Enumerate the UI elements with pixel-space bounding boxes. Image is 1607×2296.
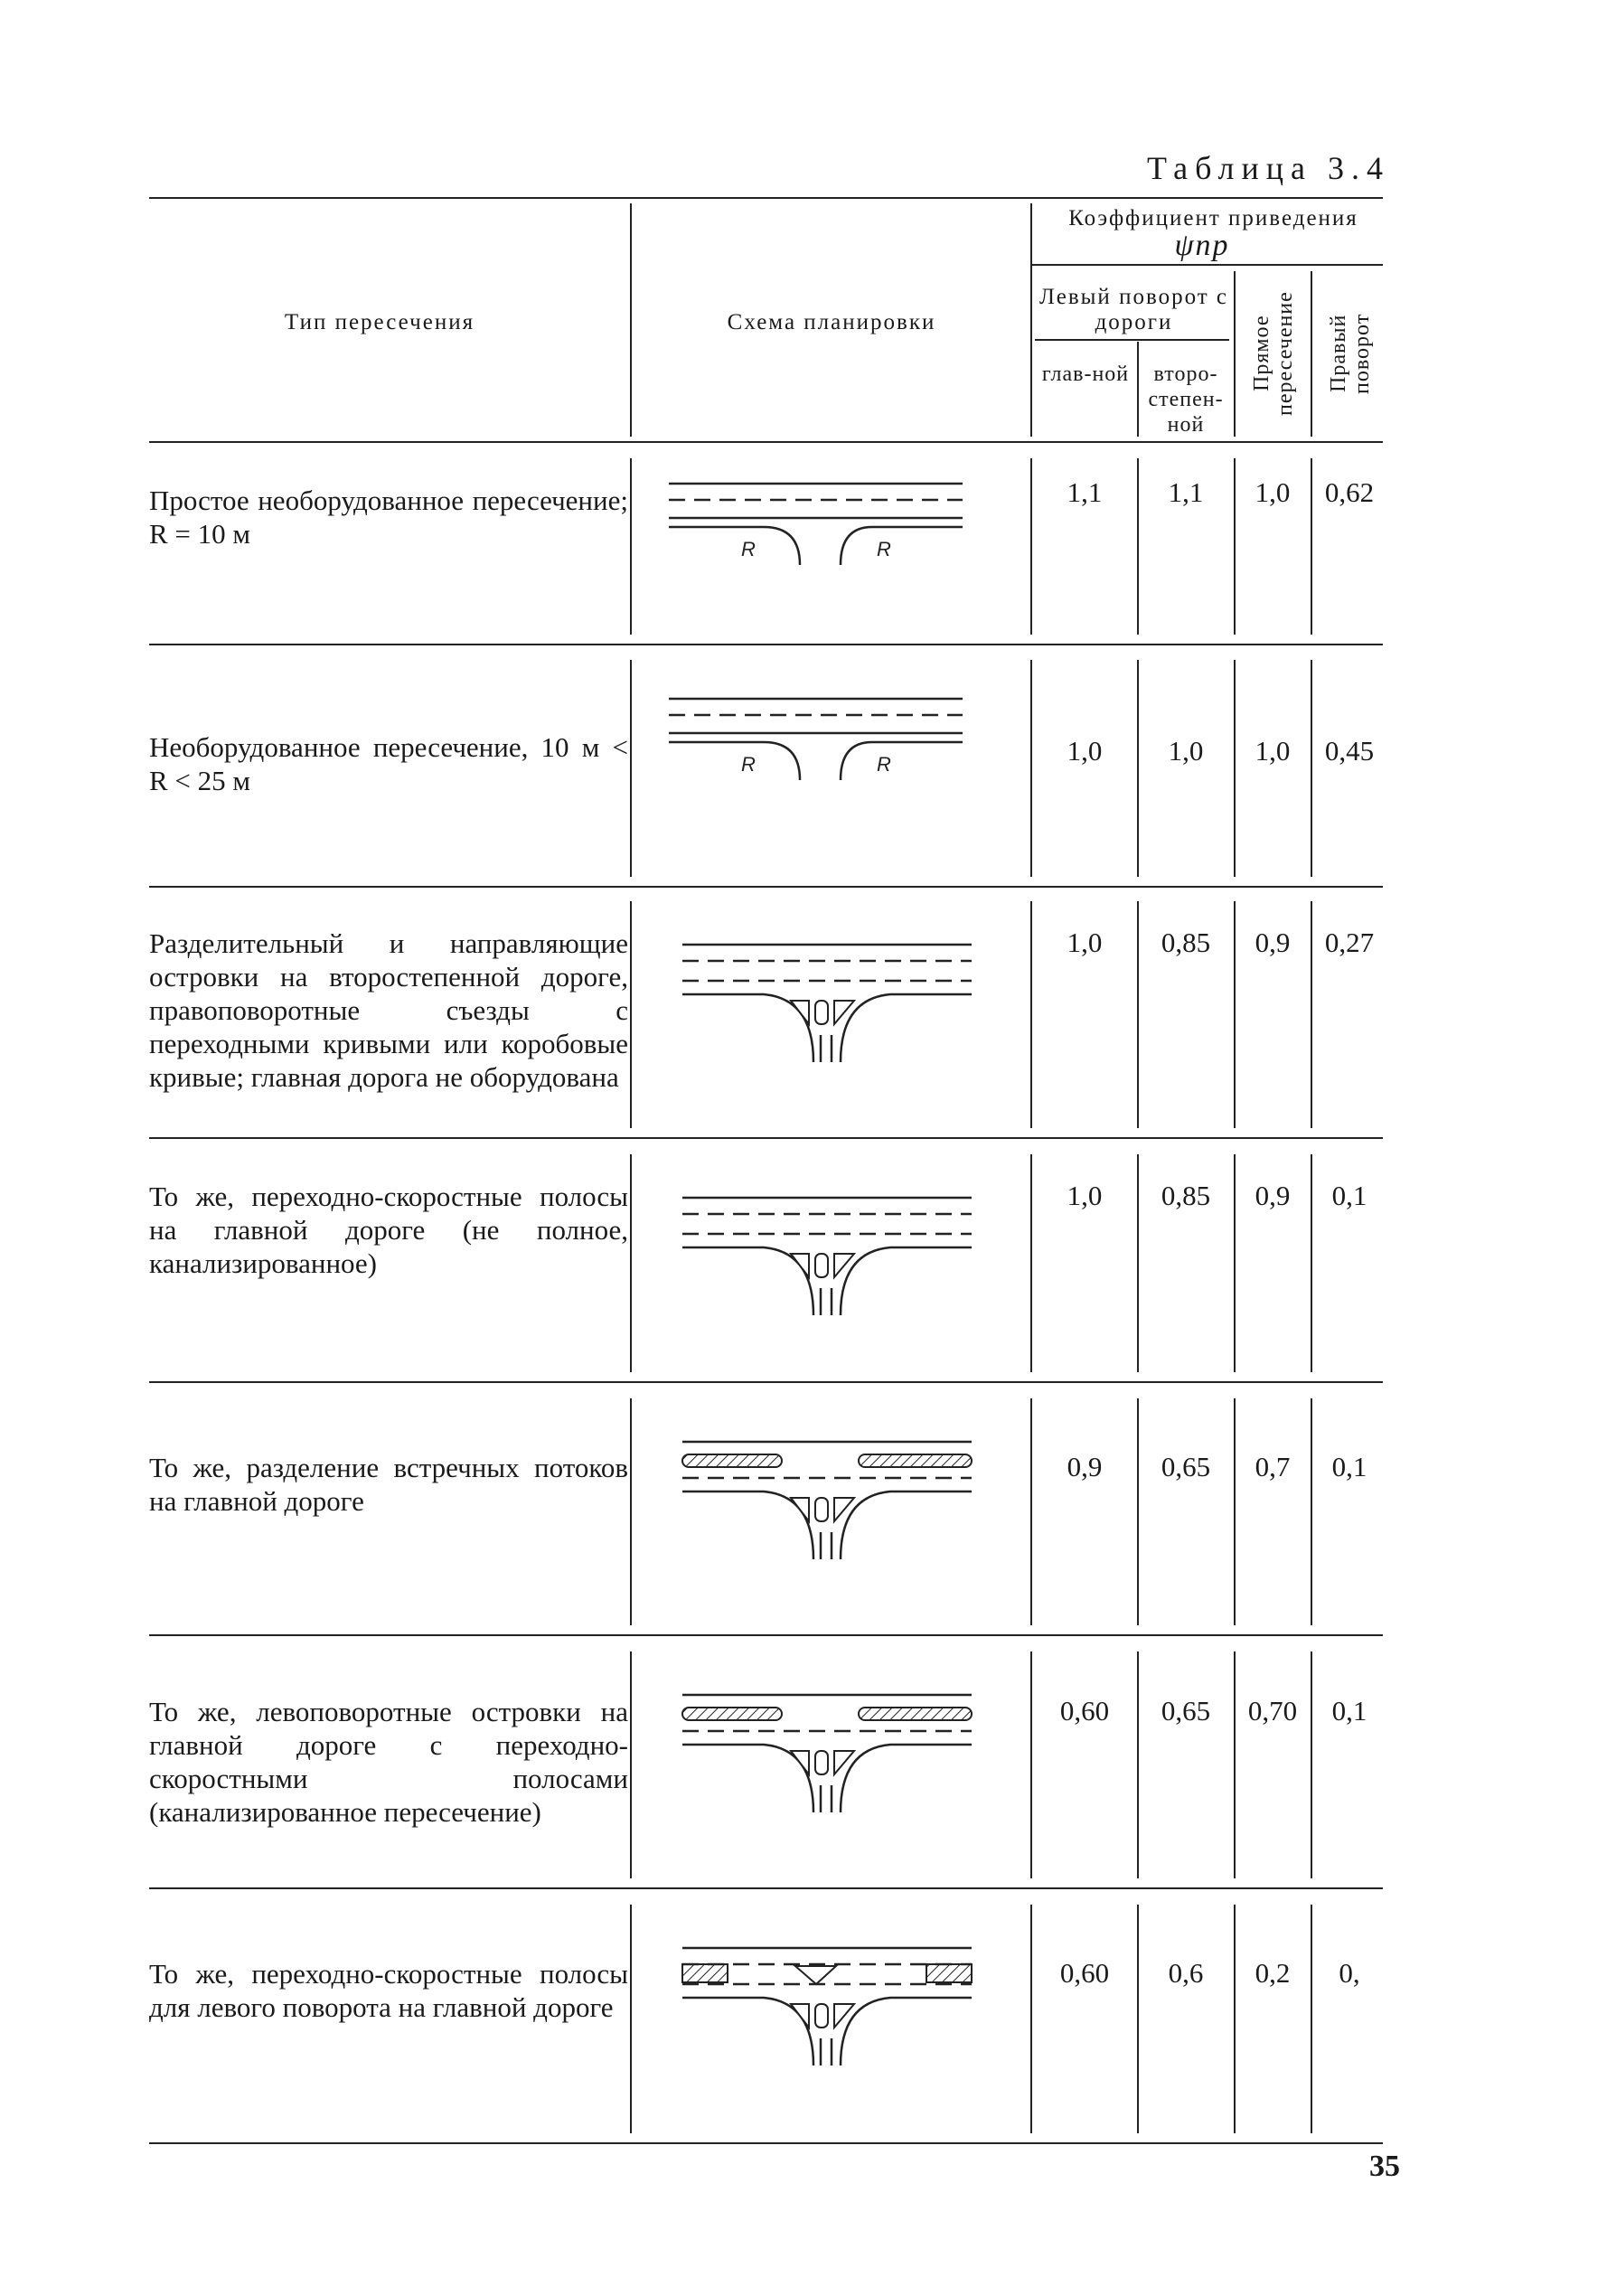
coef-value-right: 0, [1339, 1957, 1360, 1989]
right-turn-ramp-right [841, 994, 972, 1062]
row-column-divider [630, 1905, 632, 2133]
coef-underline [1030, 264, 1383, 266]
guide-island-left [791, 2004, 809, 2028]
splitter-island [815, 1498, 828, 1521]
coef-value-left-secondary: 0,6 [1168, 1957, 1204, 1989]
table-caption: Таблица 3.4 [1147, 150, 1390, 186]
header-secondary: второ-степен-ной [1148, 362, 1224, 437]
row-type-text: Необорудованное пересечение, 10 м < R < 25 м [149, 731, 628, 796]
coef-value-left-secondary: 0,85 [1161, 927, 1211, 958]
row-column-divider [1234, 458, 1236, 635]
guide-island-right [834, 1498, 854, 1521]
row-column-divider [1311, 1154, 1312, 1372]
header-coef-symbol: ψпр [1174, 229, 1230, 262]
header-divider-1 [630, 203, 632, 437]
coef-value-left-main: 1,0 [1067, 927, 1103, 958]
row-separator [149, 2142, 1383, 2144]
guide-island-left [791, 1498, 809, 1521]
coef-value-straight: 0,9 [1255, 1180, 1291, 1211]
corner-curve-right [841, 527, 963, 565]
row-type-text: Простое необорудованное пересечение; R = 10 м [149, 485, 628, 550]
corner-curve-left [669, 742, 800, 780]
coef-value-left-main: 0,60 [1059, 1957, 1110, 1989]
coef-value-left-secondary: 0,65 [1161, 1695, 1211, 1727]
row-column-divider [630, 901, 632, 1128]
coef-value-right: 0,45 [1324, 735, 1375, 767]
header-divider-2 [1030, 203, 1032, 437]
guide-island-right [834, 1751, 854, 1774]
coef-value-straight: 1,0 [1255, 476, 1291, 508]
row-column-divider [1234, 660, 1236, 877]
row-column-divider [1311, 1905, 1312, 2133]
row-type-text: То же, переходно-скоростные полосы для левого поворота на главной дороге [149, 1958, 628, 2023]
splitter-island [815, 1001, 828, 1024]
guide-island-left [791, 1254, 809, 1277]
row-type-text: Разделительный и направляющие островки на второстепенной дороге, правоповоротные съезды с переходными кривыми или коробовые кривые; главная дорога не оборудована [149, 927, 628, 1093]
speed-lane-taper [926, 1964, 972, 1982]
intersection-scheme [664, 1162, 1008, 1342]
right-turn-ramp-right [841, 1491, 972, 1559]
header-divider-3 [1137, 342, 1139, 437]
table-top-rule [149, 197, 1383, 199]
coef-value-right: 0,1 [1331, 1695, 1367, 1727]
row-type-text: То же, разделение встречных потоков на главной дороге [149, 1452, 628, 1517]
left-turn-underline [1035, 339, 1229, 341]
radius-label: R [877, 753, 891, 776]
row-column-divider [1311, 1398, 1312, 1625]
row-column-divider [1137, 1651, 1139, 1878]
row-column-divider [1030, 1905, 1032, 2133]
intersection-scheme [664, 438, 1008, 619]
coef-value-left-main: 1,0 [1067, 1180, 1103, 1211]
intersection-scheme [664, 1406, 1008, 1586]
median-island-right [859, 1708, 972, 1720]
guide-island-right [834, 1254, 854, 1277]
row-separator [149, 1137, 1383, 1139]
splitter-island [815, 2004, 828, 2028]
coef-value-right: 0,1 [1331, 1451, 1367, 1482]
coef-value-straight: 0,7 [1255, 1451, 1291, 1482]
row-column-divider [630, 1651, 632, 1878]
row-column-divider [630, 1154, 632, 1372]
header-divider-4 [1234, 271, 1236, 437]
row-column-divider [1311, 458, 1312, 635]
guide-island-right [834, 2004, 854, 2028]
row-column-divider [1234, 1154, 1236, 1372]
corner-curve-right [841, 742, 963, 780]
coef-value-right: 0,27 [1324, 927, 1375, 958]
splitter-island [815, 1751, 828, 1774]
row-column-divider [1234, 1398, 1236, 1625]
header-straight: Прямое пересечение [1250, 291, 1297, 416]
row-separator [149, 1381, 1383, 1383]
row-column-divider [1234, 1651, 1236, 1878]
intersection-scheme [664, 1912, 1008, 2093]
header-left-turn: Левый поворот с дороги [1038, 285, 1229, 334]
header-main: глав-ной [1041, 362, 1130, 386]
row-column-divider [1234, 1905, 1236, 2133]
row-column-divider [1137, 901, 1139, 1128]
row-column-divider [630, 1398, 632, 1625]
coef-value-left-secondary: 1,0 [1168, 735, 1204, 767]
row-separator [149, 1634, 1383, 1636]
page-number: 35 [1369, 2150, 1400, 2183]
coef-value-left-main: 0,60 [1059, 1695, 1110, 1727]
coef-value-left-main: 1,1 [1067, 476, 1103, 508]
row-column-divider [1030, 1398, 1032, 1625]
splitter-island [815, 1254, 828, 1277]
coef-value-straight: 0,9 [1255, 927, 1291, 958]
coef-value-straight: 0,70 [1247, 1695, 1298, 1727]
radius-label: R [877, 538, 891, 560]
corner-curve-left [669, 527, 800, 565]
guide-island-left [791, 1751, 809, 1774]
right-turn-ramp-right [841, 1247, 972, 1315]
row-column-divider [1137, 1905, 1139, 2133]
coef-value-left-secondary: 0,85 [1161, 1180, 1211, 1211]
coef-value-straight: 0,2 [1255, 1957, 1291, 1989]
row-column-divider [1030, 901, 1032, 1128]
header-right-turn: Правый поворот [1327, 313, 1374, 394]
median-island-left [682, 1454, 782, 1467]
header-scheme: Схема планировки [727, 310, 936, 334]
median-island [795, 1966, 836, 1984]
guide-island-left [791, 1001, 809, 1024]
coef-value-left-main: 0,9 [1067, 1451, 1103, 1482]
row-column-divider [1030, 660, 1032, 877]
intersection-scheme [664, 667, 1008, 848]
radius-label: R [741, 753, 756, 776]
coef-value-straight: 1,0 [1255, 735, 1291, 767]
row-column-divider [1311, 660, 1312, 877]
row-column-divider [1137, 660, 1139, 877]
right-turn-ramp-right [841, 1998, 972, 2065]
guide-island-right [834, 1001, 854, 1024]
header-divider-5 [1311, 271, 1312, 437]
median-island-right [859, 1454, 972, 1467]
row-column-divider [630, 458, 632, 635]
row-separator [149, 1887, 1383, 1889]
row-column-divider [1137, 458, 1139, 635]
coef-value-left-secondary: 0,65 [1161, 1451, 1211, 1482]
coef-value-left-secondary: 1,1 [1168, 476, 1204, 508]
intersection-scheme [664, 908, 1008, 1089]
row-separator [149, 644, 1383, 645]
speed-lane-taper [682, 1964, 728, 1982]
coef-value-left-main: 1,0 [1067, 735, 1103, 767]
row-column-divider [630, 660, 632, 877]
row-column-divider [1137, 1154, 1139, 1372]
row-column-divider [1234, 901, 1236, 1128]
header-type: Тип пересечения [284, 310, 475, 334]
row-column-divider [1137, 1398, 1139, 1625]
row-separator [149, 886, 1383, 888]
row-column-divider [1030, 458, 1032, 635]
coef-value-right: 0,1 [1331, 1180, 1367, 1211]
row-column-divider [1030, 1154, 1032, 1372]
row-column-divider [1030, 1651, 1032, 1878]
radius-label: R [741, 538, 756, 560]
row-column-divider [1311, 1651, 1312, 1878]
row-column-divider [1311, 901, 1312, 1128]
row-type-text: То же, переходно-скоростные полосы на главной дороге (не полное, канализированное) [149, 1181, 628, 1279]
header-coef-title: Коэффициент приведения [1068, 206, 1358, 231]
row-type-text: То же, левоповоротные островки на главной дороге с переходно-скоростными полосами (канализированное пересечение) [149, 1696, 628, 1828]
median-island-left [682, 1708, 782, 1720]
intersection-scheme [664, 1659, 1008, 1840]
coef-value-right: 0,62 [1324, 476, 1375, 508]
right-turn-ramp-right [841, 1745, 972, 1812]
